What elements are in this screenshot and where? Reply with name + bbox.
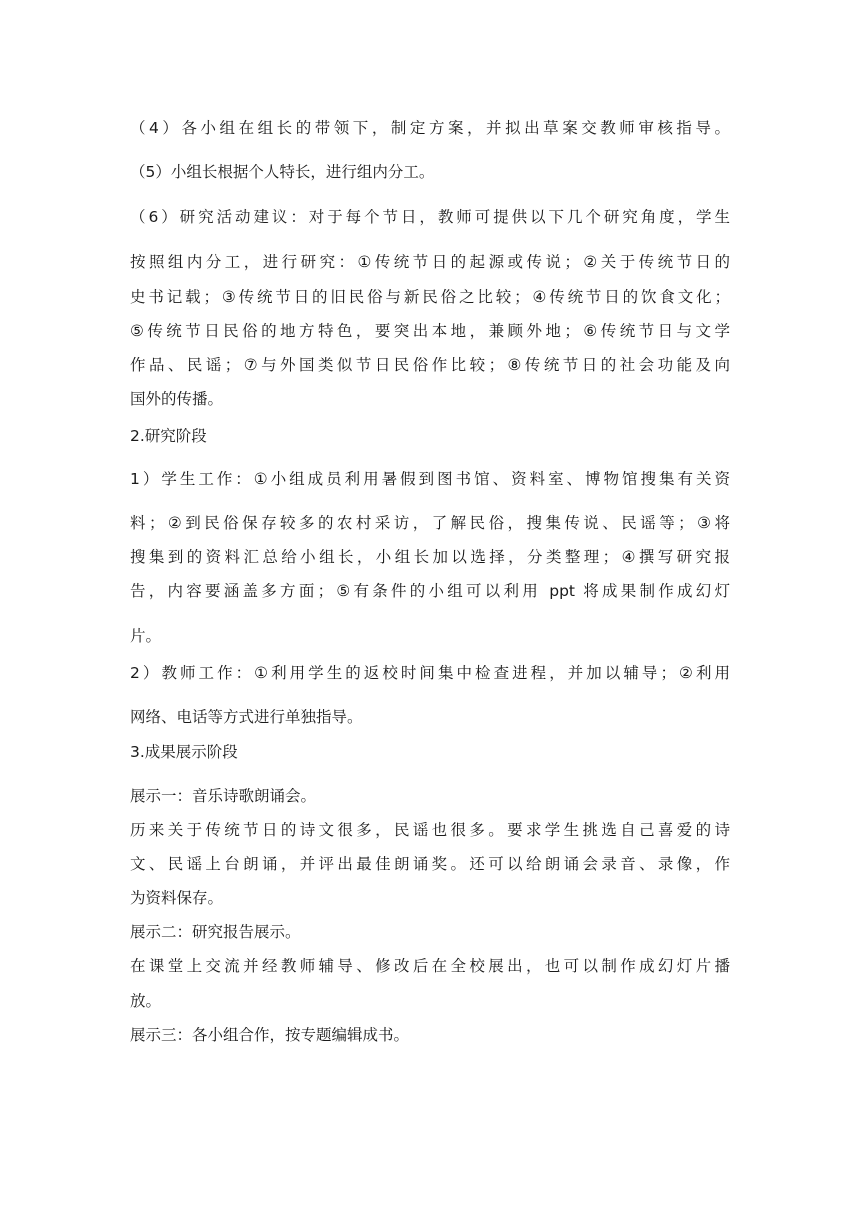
text-line: 告，内容要涵盖多方面；⑤有条件的小组可以利用 ppt 将成果制作成幻灯 bbox=[130, 582, 730, 600]
text-line: 放。 bbox=[130, 992, 162, 1010]
section-heading: 3.成果展示阶段 bbox=[130, 743, 238, 761]
text-line: 展示二：研究报告展示。 bbox=[130, 923, 301, 941]
text-line: 史书记载；③传统节日的旧民俗与新民俗之比较；④传统节日的饮食文化； bbox=[130, 288, 730, 306]
text-line: 为资料保存。 bbox=[130, 889, 224, 907]
text-line: （4）各小组在组长的带领下，制定方案，并拟出草案交教师审核指导。 bbox=[130, 119, 730, 137]
text-line: 料；②到民俗保存较多的农村采访，了解民俗，搜集传说、民谣等；③将 bbox=[130, 514, 730, 532]
text-line: 1）学生工作：①小组成员利用暑假到图书馆、资料室、博物馆搜集有关资 bbox=[130, 470, 730, 488]
text-line: 网络、电话等方式进行单独指导。 bbox=[130, 708, 363, 726]
text-line: 按照组内分工，进行研究：①传统节日的起源或传说；②关于传统节日的 bbox=[130, 253, 730, 271]
text-line: （6）研究活动建议：对于每个节日，教师可提供以下几个研究角度，学生 bbox=[130, 208, 730, 226]
text-line: 作品、民谣；⑦与外国类似节日民俗作比较；⑧传统节日的社会功能及向 bbox=[130, 356, 730, 374]
text-line: 文、民谣上台朗诵，并评出最佳朗诵奖。还可以给朗诵会录音、录像，作 bbox=[130, 855, 730, 873]
text-line: 展示一：音乐诗歌朗诵会。 bbox=[130, 787, 317, 805]
text-line: 在课堂上交流并经教师辅导、修改后在全校展出，也可以制作成幻灯片播 bbox=[130, 957, 730, 975]
text-line: ⑤传统节日民俗的地方特色，要突出本地，兼顾外地；⑥传统节日与文学 bbox=[130, 322, 730, 340]
text-line: 国外的传播。 bbox=[130, 390, 224, 408]
text-line: 2）教师工作：①利用学生的返校时间集中检查进程，并加以辅导；②利用 bbox=[130, 664, 730, 682]
section-heading: 2.研究阶段 bbox=[130, 427, 207, 445]
text-line: 展示三：各小组合作，按专题编辑成书。 bbox=[130, 1026, 410, 1044]
text-line: （5）小组长根据个人特长，进行组内分工。 bbox=[130, 163, 435, 181]
text-line: 历来关于传统节日的诗文很多，民谣也很多。要求学生挑选自己喜爱的诗 bbox=[130, 821, 730, 839]
text-line: 搜集到的资料汇总给小组长，小组长加以选择，分类整理；④撰写研究报 bbox=[130, 548, 730, 566]
text-line: 片。 bbox=[130, 627, 162, 645]
